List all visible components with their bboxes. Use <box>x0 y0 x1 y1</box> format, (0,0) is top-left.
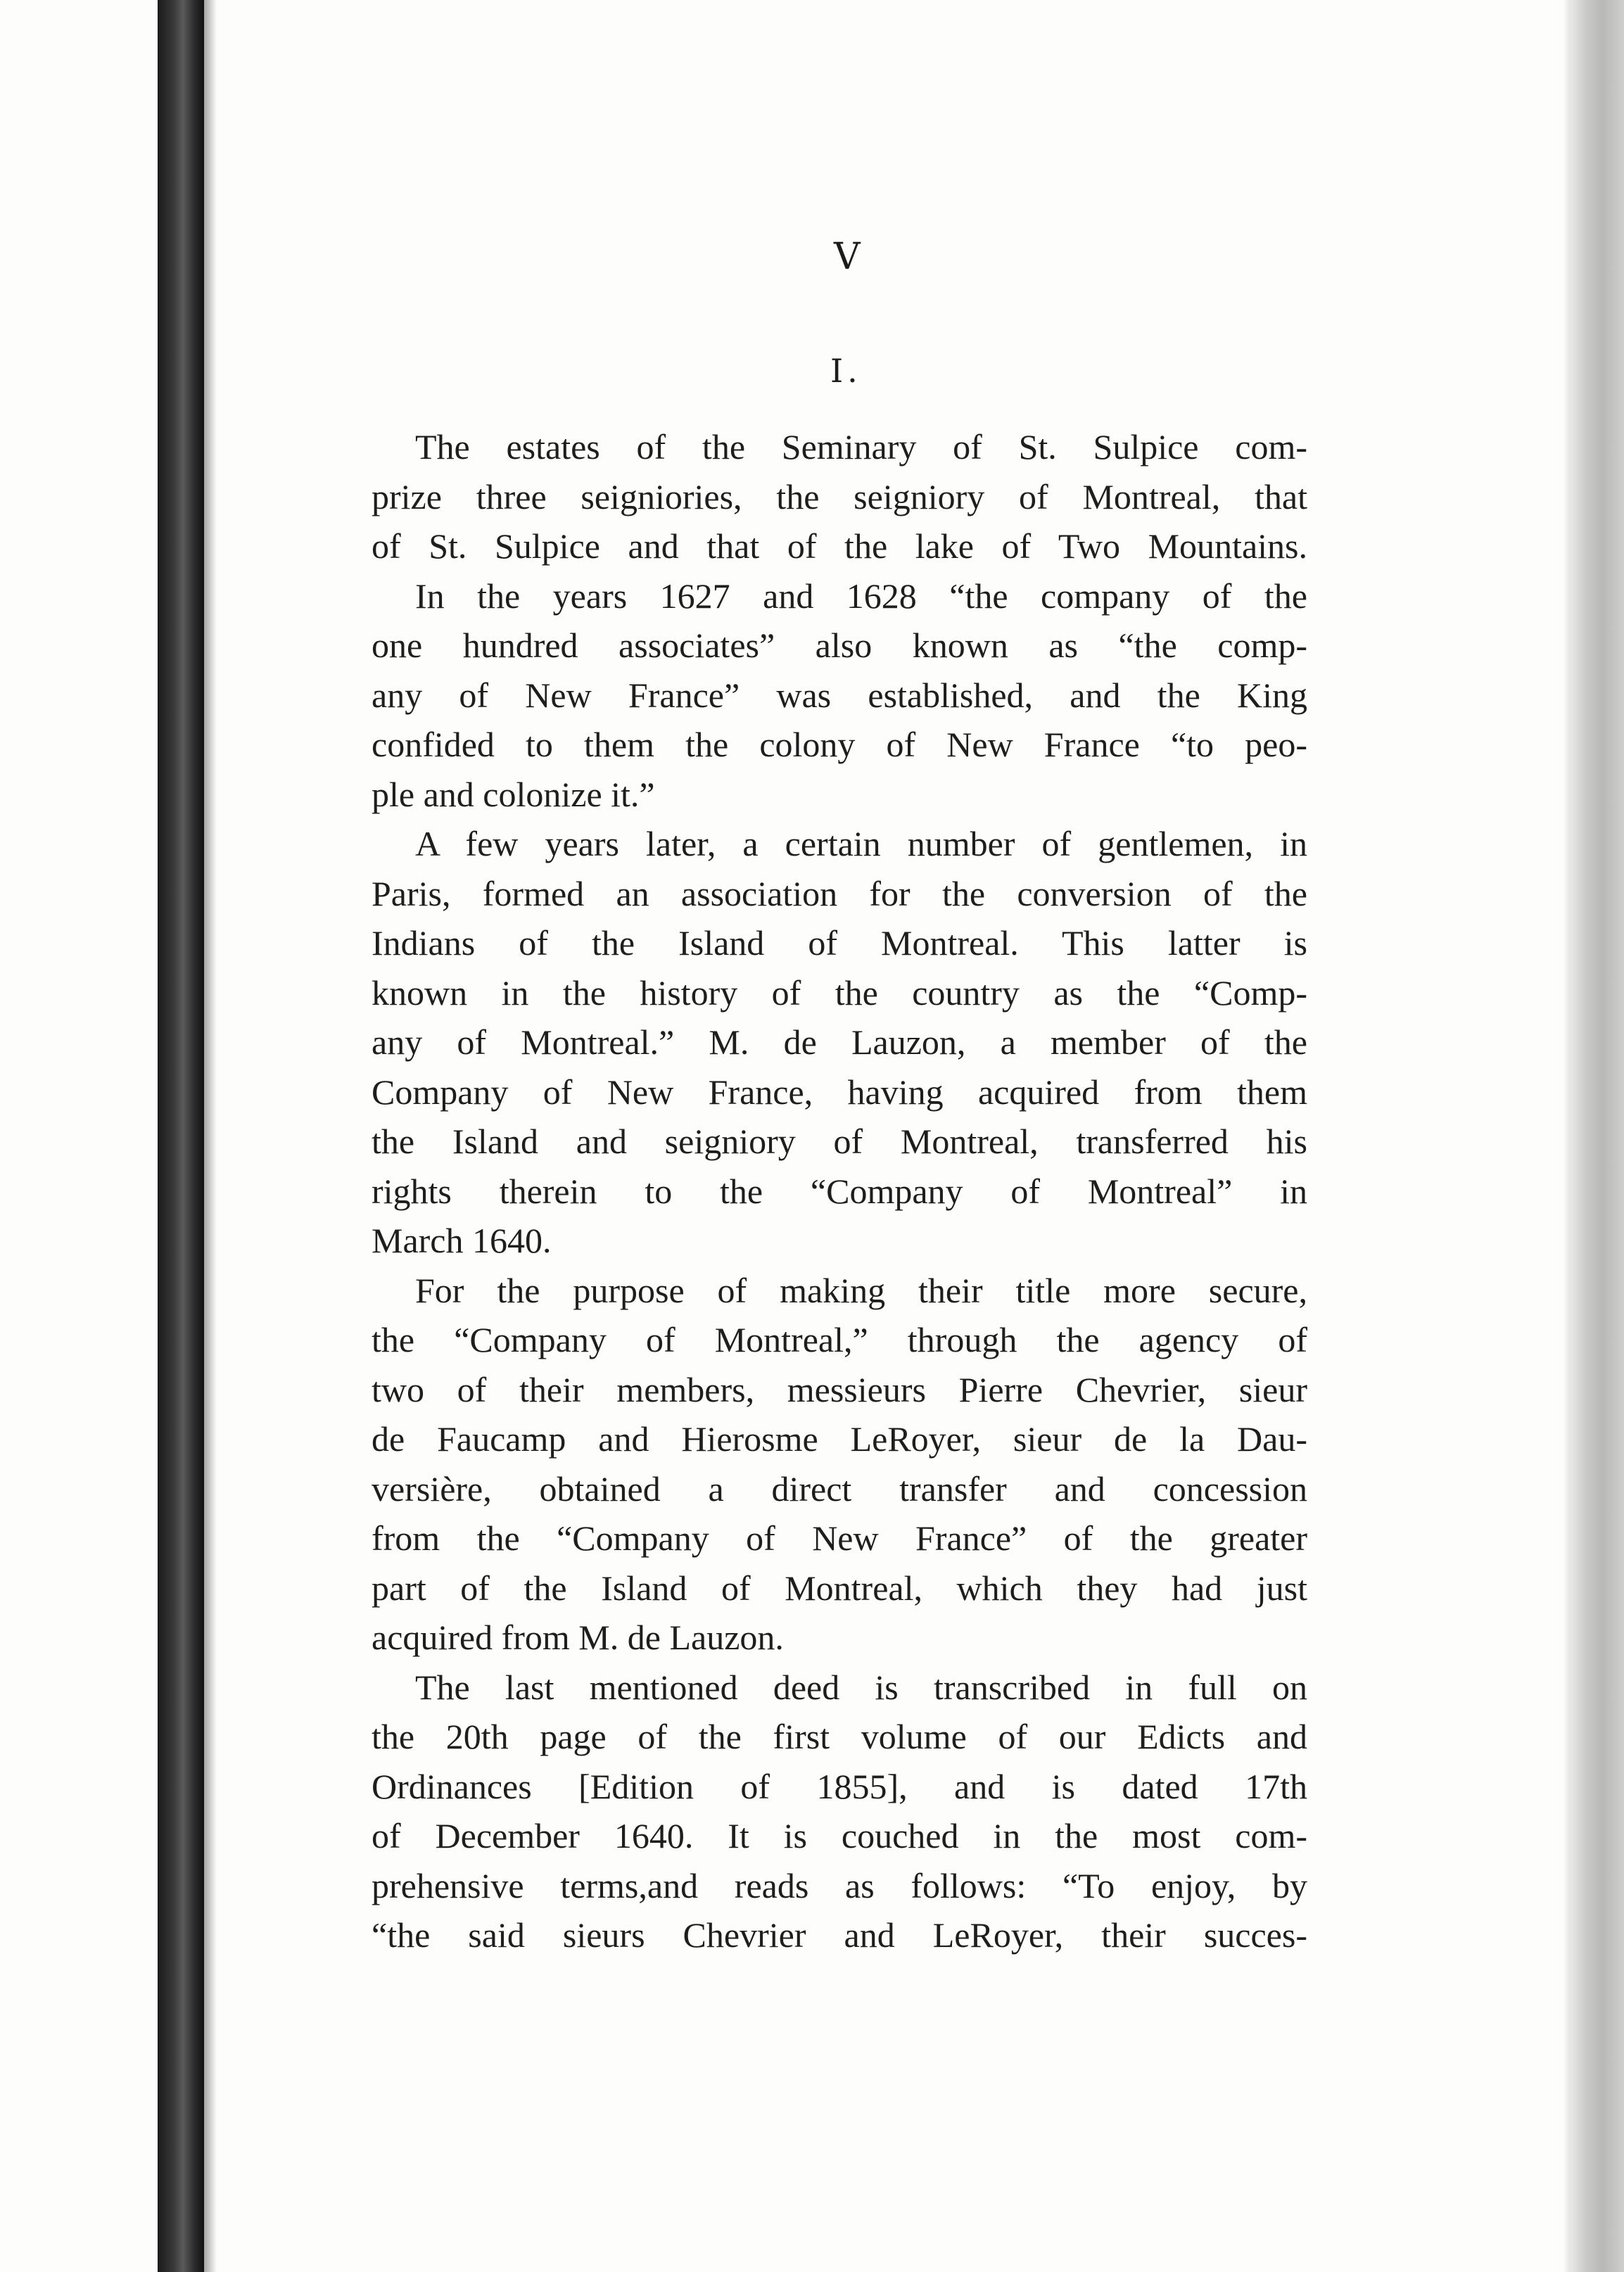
text-line: rights therein to the “Company of Montreal” in <box>372 1171 1307 1211</box>
left-binding-shadow <box>204 0 217 2272</box>
text-line: The last mentioned deed is transcribed in full on <box>415 1667 1307 1707</box>
text-line: For the purpose of making their title more secure, <box>415 1270 1307 1310</box>
text-line: Indians of the Island of Montreal. This latter is <box>372 923 1307 963</box>
text-line: the “Company of Montreal,” through the agency of <box>372 1320 1307 1359</box>
right-binding-edge <box>1571 0 1624 2272</box>
text-line: Ordinances [Edition of 1855], and is dated 17th <box>372 1766 1307 1806</box>
text-line: ple and colonize it.” <box>372 774 655 814</box>
text-line: two of their members, messieurs Pierre Chevrier, sieur <box>372 1369 1307 1409</box>
text-line: any of Montreal.” M. de Lauzon, a member of the <box>372 1022 1307 1062</box>
text-line: of St. Sulpice and that of the lake of Two Mountains. <box>372 526 1307 566</box>
text-line: The estates of the Seminary of St. Sulpice com- <box>415 427 1307 467</box>
text-line: prize three seigniories, the seigniory of Montreal, that <box>372 476 1307 516</box>
signature-mark: V <box>834 236 862 278</box>
text-line: the 20th page of the first volume of our Edicts and <box>372 1717 1307 1756</box>
text-line: from the “Company of New France” of the greater <box>372 1518 1307 1558</box>
text-line: A few years later, a certain number of gentlemen, in <box>415 824 1307 863</box>
text-line: versière, obtained a direct transfer and concession <box>372 1468 1307 1509</box>
text-line: Company of New France, having acquired from them <box>372 1072 1307 1112</box>
text-line: de Faucamp and Hierosme LeRoyer, sieur de la Dau- <box>372 1419 1307 1459</box>
text-line: acquired from M. de Lauzon. <box>372 1618 784 1657</box>
text-line: any of New France” was established, and the King <box>372 675 1307 715</box>
section-number: I. <box>830 352 862 390</box>
text-line: of December 1640. It is couched in the most com- <box>372 1816 1307 1855</box>
body-text <box>372 422 1307 1960</box>
text-line: one hundred associates” also known as “the comp- <box>372 626 1307 665</box>
text-line: March 1640. <box>372 1221 552 1260</box>
text-line: confided to them the colony of New France “to peo- <box>372 725 1307 764</box>
text-line: “the said sieurs Chevrier and LeRoyer, their succes- <box>372 1915 1307 1955</box>
text-line: In the years 1627 and 1628 “the company of the <box>415 576 1307 616</box>
text-line: part of the Island of Montreal, which they had just <box>372 1568 1307 1608</box>
left-binding-edge <box>158 0 204 2272</box>
text-line: the Island and seigniory of Montreal, transferred his <box>372 1122 1307 1161</box>
text-line: known in the history of the country as the “Comp- <box>372 972 1307 1013</box>
text-line: prehensive terms,and reads as follows: “To enjoy, by <box>372 1865 1307 1905</box>
text-line: Paris, formed an association for the conversion of the <box>372 873 1307 913</box>
